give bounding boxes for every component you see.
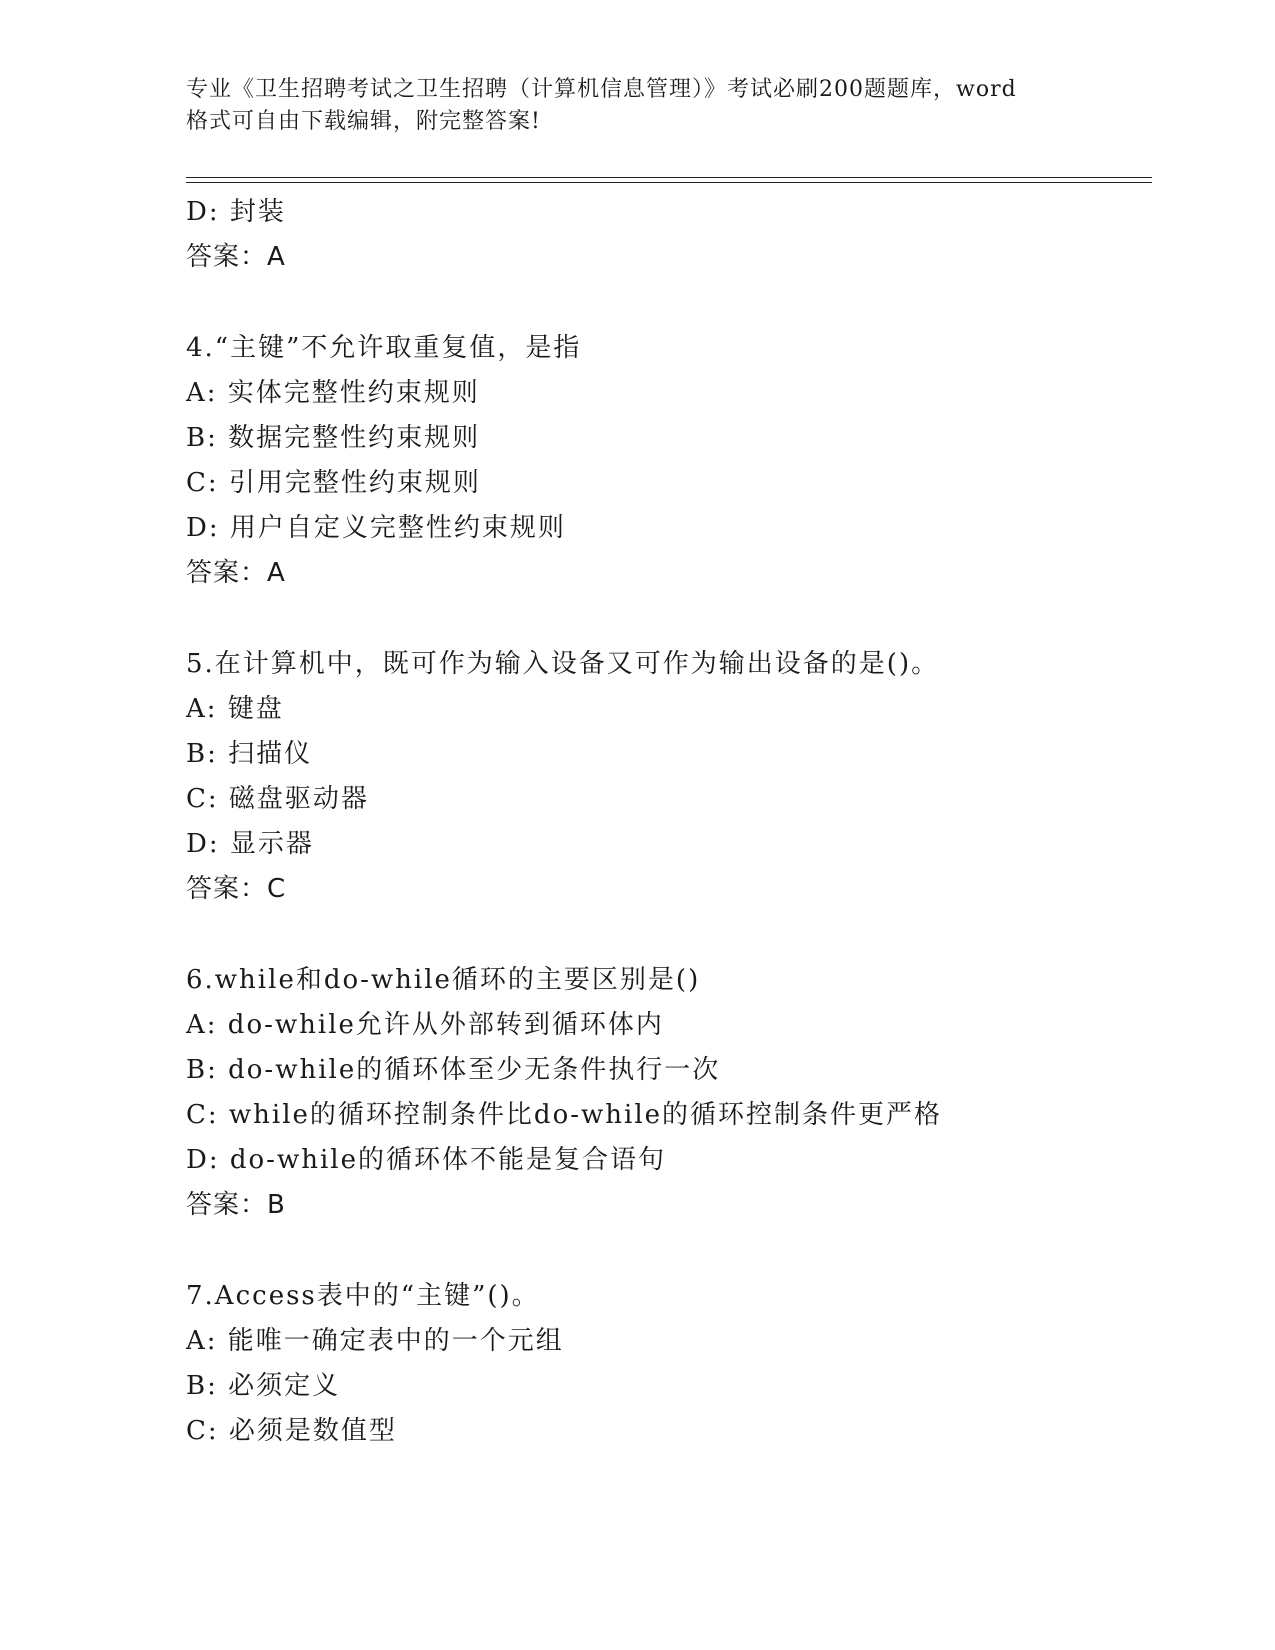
option-c: C: 必须是数值型 [186,1416,397,1446]
option-c: C: while的循环控制条件比do-while的循环控制条件更严格 [186,1100,943,1130]
header-line-1: 专业《卫生招聘考试之卫生招聘（计算机信息管理）》考试必刷200题题库，word [186,77,1017,102]
question-5 [186,642,1146,912]
answer: 答案：C [186,874,287,904]
option-a: A: 键盘 [186,694,284,724]
option-a: A: do-while允许从外部转到循环体内 [186,1010,664,1040]
option-a: A: 能唯一确定表中的一个元组 [186,1326,564,1356]
question-stem: 7.Access表中的“主键”()。 [186,1281,540,1311]
option-c: C: 磁盘驱动器 [186,784,369,814]
answer: 答案：B [186,1190,286,1220]
option-b: B: 扫描仪 [186,739,313,769]
header-line-2: 格式可自由下载编辑，附完整答案! [186,109,541,134]
option-c: C: 引用完整性约束规则 [186,468,481,498]
option-d: D: 显示器 [186,829,314,859]
question-7 [186,1274,1146,1454]
question-stem: 5.在计算机中，既可作为输入设备又可作为输出设备的是()。 [186,649,940,679]
option-d: D: 用户自定义完整性约束规则 [186,513,566,543]
option-a: A: 实体完整性约束规则 [186,378,480,408]
header-rule-top [186,177,1152,178]
header-rule-bottom [186,182,1152,183]
question-6 [186,958,1146,1228]
question-stem: 6.while和do-while循环的主要区别是() [186,965,701,995]
prev-answer: 答案：A [186,242,286,272]
question-list [186,190,1146,1454]
prev-option-d: D: 封装 [186,197,286,227]
option-b: B: 数据完整性约束规则 [186,423,481,453]
option-b: B: 必须定义 [186,1371,341,1401]
option-b: B: do-while的循环体至少无条件执行一次 [186,1055,721,1085]
answer: 答案：A [186,558,286,588]
document-header [186,74,1086,138]
option-d: D: do-while的循环体不能是复合语句 [186,1145,666,1175]
question-4 [186,326,1146,596]
question-stem: 4.“主键”不允许取重复值，是指 [186,333,582,363]
